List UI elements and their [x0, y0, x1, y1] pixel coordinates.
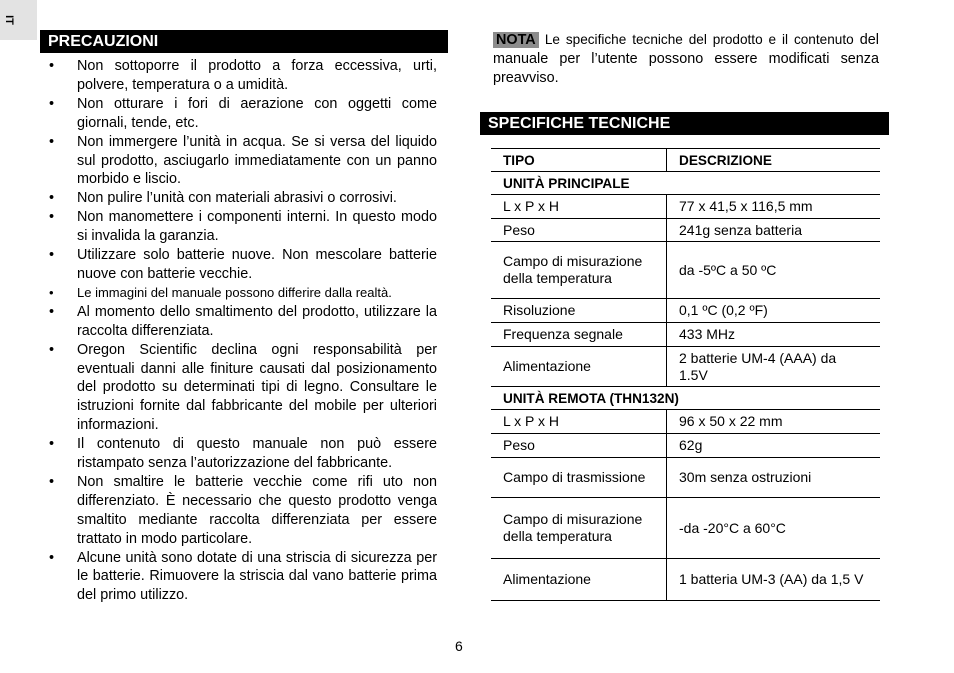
note-paragraph	[493, 30, 879, 88]
spec-type: L x P x H	[491, 410, 667, 434]
language-tab	[0, 0, 37, 40]
spec-type: Alimentazione	[491, 347, 667, 387]
spec-type: Frequenza segnale	[491, 323, 667, 347]
spec-value: 62g	[667, 434, 881, 458]
precautions-title: PRECAUZIONI	[40, 30, 448, 53]
spec-value: -da -20°C a 60°C	[667, 498, 881, 559]
bullet-icon: •	[49, 284, 54, 300]
spec-value: 1 batteria UM-3 (AA) da 1,5 V	[667, 559, 881, 601]
bullet-icon: •	[49, 133, 55, 150]
list-item: • Alcune unità sono dotate di una striscia di sicurezza per le batterie. Rimuovere la striscia dal vano batterie prima del primo utilizzo.	[49, 549, 437, 604]
note-text-rest: del manuale per l’utente possono essere modificati senza preavviso.	[493, 32, 879, 86]
table-header-row	[491, 149, 880, 172]
table-row	[491, 347, 880, 387]
spec-value: 2 batterie UM-4 (AAA) da 1.5V	[667, 347, 881, 387]
spec-value: 30m senza ostruzioni	[667, 458, 881, 498]
spec-value: 96 x 50 x 22 mm	[667, 410, 881, 434]
table-row	[491, 458, 880, 498]
table-row	[491, 195, 880, 219]
bullet-icon: •	[49, 95, 55, 112]
list-item: • Non sottoporre il prodotto a forza eccessiva, urti, polvere, temperatura o a umidità.	[49, 58, 437, 93]
main-unit-label: UNITÀ PRINCIPALE	[491, 172, 880, 195]
note-tag: NOTA	[493, 32, 539, 48]
table-row	[491, 559, 880, 601]
list-item: • Utilizzare solo batterie nuove. Non mescolare batterie nuove con batterie vecchie.	[49, 247, 437, 282]
bullet-icon: •	[49, 549, 55, 566]
bullet-icon: •	[49, 247, 55, 264]
bullet-icon: •	[49, 58, 55, 74]
spec-type: Risoluzione	[491, 299, 667, 323]
bullet-icon: •	[49, 209, 55, 226]
spec-type: Peso	[491, 219, 667, 242]
table-row	[491, 498, 880, 559]
list-item: • Il contenuto di questo manuale non può essere ristampato senza l’autorizzazione del fabbricante.	[49, 436, 437, 472]
list-item: • Non immergere l’unità in acqua. Se si versa del liquido sul prodotto, asciugarlo immediatamente con un panno morbido e liscio.	[49, 133, 437, 188]
spec-type: Campo di misurazione della temperatura	[491, 242, 667, 299]
specs-title: SPECIFICHE TECNICHE	[480, 112, 889, 135]
page-number: 6	[455, 638, 463, 654]
list-item: • Le immagini del manuale possono differire dalla realtà.	[40, 284, 448, 303]
list-item: • Non pulire l’unità con materiali abrasivi o corrosivi.	[49, 190, 397, 207]
table-row	[491, 299, 880, 323]
spec-type: Peso	[491, 434, 667, 458]
spec-value: 77 x 41,5 x 116,5 mm	[667, 195, 881, 219]
table-header-type: TIPO	[491, 149, 667, 172]
spec-type: Campo di trasmissione	[491, 458, 667, 498]
bullet-icon: •	[49, 473, 55, 490]
bullet-icon: •	[49, 303, 55, 320]
spec-value: 241g senza batteria	[667, 219, 881, 242]
spec-value: da -5ºC a 50 ºC	[667, 242, 881, 299]
precautions-list	[40, 57, 448, 605]
table-section-row	[491, 387, 880, 410]
table-header-description: DESCRIZIONE	[667, 149, 881, 172]
precautions-section	[40, 30, 448, 605]
spec-type: Campo di misurazione della temperatura	[491, 498, 667, 559]
bullet-icon: •	[49, 436, 55, 453]
table-row	[491, 242, 880, 299]
table-row	[491, 323, 880, 347]
list-item: • Oregon Scientific declina ogni responsabilità per eventuali danni alle finiture causati dal posizionamento del prodotto su determinati tipi di legno. Consultare le istruzioni fornite dal fabbricante del mobile per ulteriori informazioni.	[49, 341, 437, 434]
bullet-icon: •	[49, 190, 55, 207]
language-label: IT	[2, 15, 15, 25]
spec-type: Alimentazione	[491, 559, 667, 601]
table-row	[491, 219, 880, 242]
right-column	[480, 30, 889, 601]
specs-table	[491, 148, 880, 601]
table-section-row	[491, 172, 880, 195]
spec-value: 433 MHz	[667, 323, 881, 347]
list-item: • Non smaltire le batterie vecchie come rifi uto non differenziato. È necessario che questo prodotto venga smaltito mediante raccolta differenziata per essere trattato in modo particolare.	[49, 473, 437, 547]
spec-value: 0,1 ºC (0,2 ºF)	[667, 299, 881, 323]
spec-type: L x P x H	[491, 195, 667, 219]
list-item: • Non otturare i fori di aerazione con oggetti come giornali, tende, etc.	[49, 95, 437, 131]
list-item: • Al momento dello smaltimento del prodotto, utilizzare la raccolta differenziata.	[49, 303, 437, 339]
table-row	[491, 434, 880, 458]
list-item: • Non manomettere i componenti interni. In questo modo si invalida la garanzia.	[49, 209, 437, 245]
table-row	[491, 410, 880, 434]
note-text-first: Le specifiche tecniche del prodotto e il contenuto	[544, 32, 854, 47]
bullet-icon: •	[49, 341, 55, 358]
remote-unit-label: UNITÀ REMOTA (THN132N)	[491, 387, 880, 410]
